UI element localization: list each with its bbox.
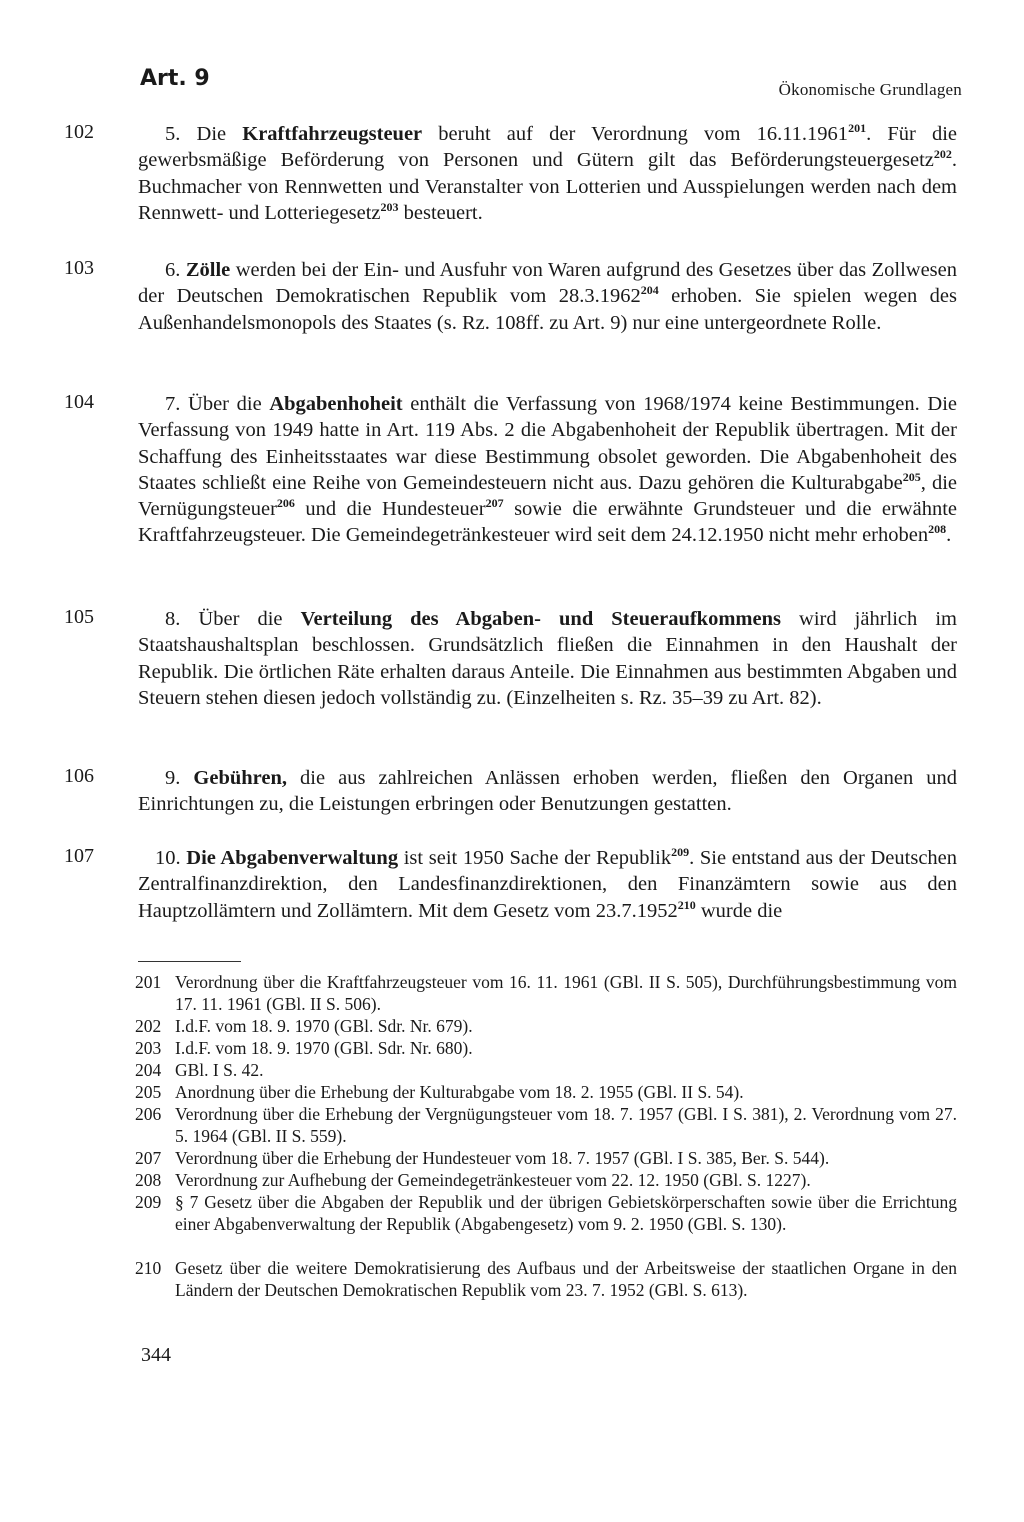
footnote-208: 208 Verordnung zur Aufhebung der Gemeindegetränkesteuer vom 22. 12. 1950 (GBl. S. 1227). bbox=[135, 1170, 811, 1190]
margin-number: 104 bbox=[64, 391, 94, 413]
footnote-206: 206 Verordnung über die Erhebung der Vergnügungsteuer vom 18. 7. 1957 (GBl. I S. 381), 2. Verordnung vom 27. 5. 1964 (GBl. II S. 559). bbox=[135, 1104, 957, 1146]
footnote-ref: 208 bbox=[928, 522, 947, 537]
paragraph-104: 7. Über die Abgabenhoheit enthält die Verfassung von 1968/1974 keine Bestimmungen. Die Verfassung von 1949 hatte in Art. 119 Abs. 2 die Abgabenhoheit der Republik übertragen. Mit der Schaffung des Einheitsstaates war diese Bestimmung obsolet geworden. Die Abgabenhoheit des Staates schließt eine Reihe von Gemeindesteuern nicht aus. Dazu gehören die Kulturabgabe$^{205}$, die Vernügungsteuer$^{206}$ und die Hundesteuer$^{207}$ sowie die erwähnte Grundsteuer und die erwähnte Kraftfahrzeugsteuer. Die Gemeindegetränkesteuer wird seit dem 24.12.1950 nicht mehr erhoben$^{208}$. bbox=[138, 393, 957, 547]
footnote-ref: 201 bbox=[848, 121, 867, 136]
paragraph-102: 5. Die Kraftfahrzeugsteuer beruht auf der Verordnung vom 16.11.1961$^{201}$. Für die gewerbsmäßige Beförderung von Personen und Gütern gilt das Beförderungsteuergesetz$^{202}$. Buchmacher von Rennwetten und Veranstalter von Lotterien und Ausspielungen werden nach dem Rennwett- und Lotteriegesetz$^{203}$ besteuert. bbox=[138, 121, 957, 224]
margin-number: 106 bbox=[64, 765, 94, 787]
running-title: Ökonomische Grundlagen bbox=[778, 80, 962, 99]
paragraph-107: 10. Die Abgabenverwaltung ist seit 1950 Sache der Republik$^{209}$. Sie entstand aus der Deutschen Zentralfinanzdirektion, den Landesfinanzdirektionen, den Finanzämtern sowie aus den Hauptzollämtern und Zollämtern. Mit dem Gesetz vom 23.7.1952$^{210}$ wurde die bbox=[138, 845, 958, 922]
margin-number: 105 bbox=[64, 606, 94, 628]
footnote-210: 210 Gesetz über die weitere Demokratisierung des Aufbaus und der Arbeitsweise der staatlichen Organe in den Ländern der Deutschen Demokratischen Republik vom 23. 7. 1952 (GBl. S. 613). bbox=[135, 1258, 957, 1300]
footnote-ref: 204 bbox=[640, 283, 659, 298]
page-number: 344 bbox=[141, 1344, 171, 1366]
margin-number: 103 bbox=[64, 257, 94, 279]
article-heading: Art. 9 bbox=[140, 66, 210, 91]
footnote-207: 207 Verordnung über die Erhebung der Hundesteuer vom 18. 7. 1957 (GBl. I S. 385, Ber. S. 544). bbox=[135, 1148, 830, 1168]
paragraph-106: 9. Gebühren, die aus zahlreichen Anlässen erhoben werden, fließen den Organen und Einrichtungen zu, die Leistungen erbringen oder Benutzungen gestatten. bbox=[138, 767, 958, 816]
footnote-ref: 206 bbox=[276, 496, 295, 511]
footnote-201: 201 Verordnung über die Kraftfahrzeugsteuer vom 16. 11. 1961 (GBl. II S. 505), Durchführungsbestimmung vom 17. 11. 1961 (GBl. II S. 506). bbox=[135, 972, 957, 1014]
footnote-209: 209 § 7 Gesetz über die Abgaben der Republik und der übrigen Gebietskörperschaften sowie über die Errichtung einer Abgabenverwaltung der Republik (Abgabengesetz) vom 9. 2. 1950 (GBl. S. 130). bbox=[135, 1192, 957, 1234]
margin-number: 107 bbox=[64, 845, 94, 867]
footnote-203: 203 I.d.F. vom 18. 9. 1970 (GBl. Sdr. Nr. 680). bbox=[135, 1038, 473, 1058]
margin-number: 102 bbox=[64, 121, 94, 143]
footnote-205: 205 Anordnung über die Erhebung der Kulturabgabe vom 18. 2. 1955 (GBl. II S. 54). bbox=[135, 1082, 744, 1102]
footnote-ref: 209 bbox=[671, 845, 690, 860]
footnote-ref: 203 bbox=[380, 200, 399, 215]
footnote-ref: 207 bbox=[485, 496, 504, 511]
footnote-divider bbox=[138, 961, 241, 962]
footnote-ref: 210 bbox=[677, 897, 696, 912]
paragraph-103: 6. Zölle werden bei der Ein- und Ausfuhr von Waren aufgrund des Gesetzes über das Zollwesen der Deutschen Demokratischen Republik vom 28.3.1962$^{204}$ erhoben. Sie spielen wegen des Außenhandelsmonopols des Staates (s. Rz. 108ff. zu Art. 9) nur eine untergeordnete Rolle. bbox=[138, 259, 958, 334]
paragraph-105: 8. Über die Verteilung des Abgaben- und Steueraufkommens wird jährlich im Staatshaushaltsplan beschlossen. Grundsätzlich fließen die Einnahmen in den Haushalt der Republik. Die örtlichen Räte erhalten daraus Anteile. Die Einnahmen aus bestimmten Abgaben und Steuern stehen diesen jedoch vollständig zu. (Einzelheiten s. Rz. 35–39 zu Art. 82). bbox=[138, 608, 957, 709]
footnote-ref: 202 bbox=[933, 147, 952, 162]
footnote-ref: 205 bbox=[902, 470, 921, 485]
footnote-204: 204 GBl. I S. 42. bbox=[135, 1060, 264, 1080]
footnote-202: 202 I.d.F. vom 18. 9. 1970 (GBl. Sdr. Nr. 679). bbox=[135, 1016, 473, 1036]
